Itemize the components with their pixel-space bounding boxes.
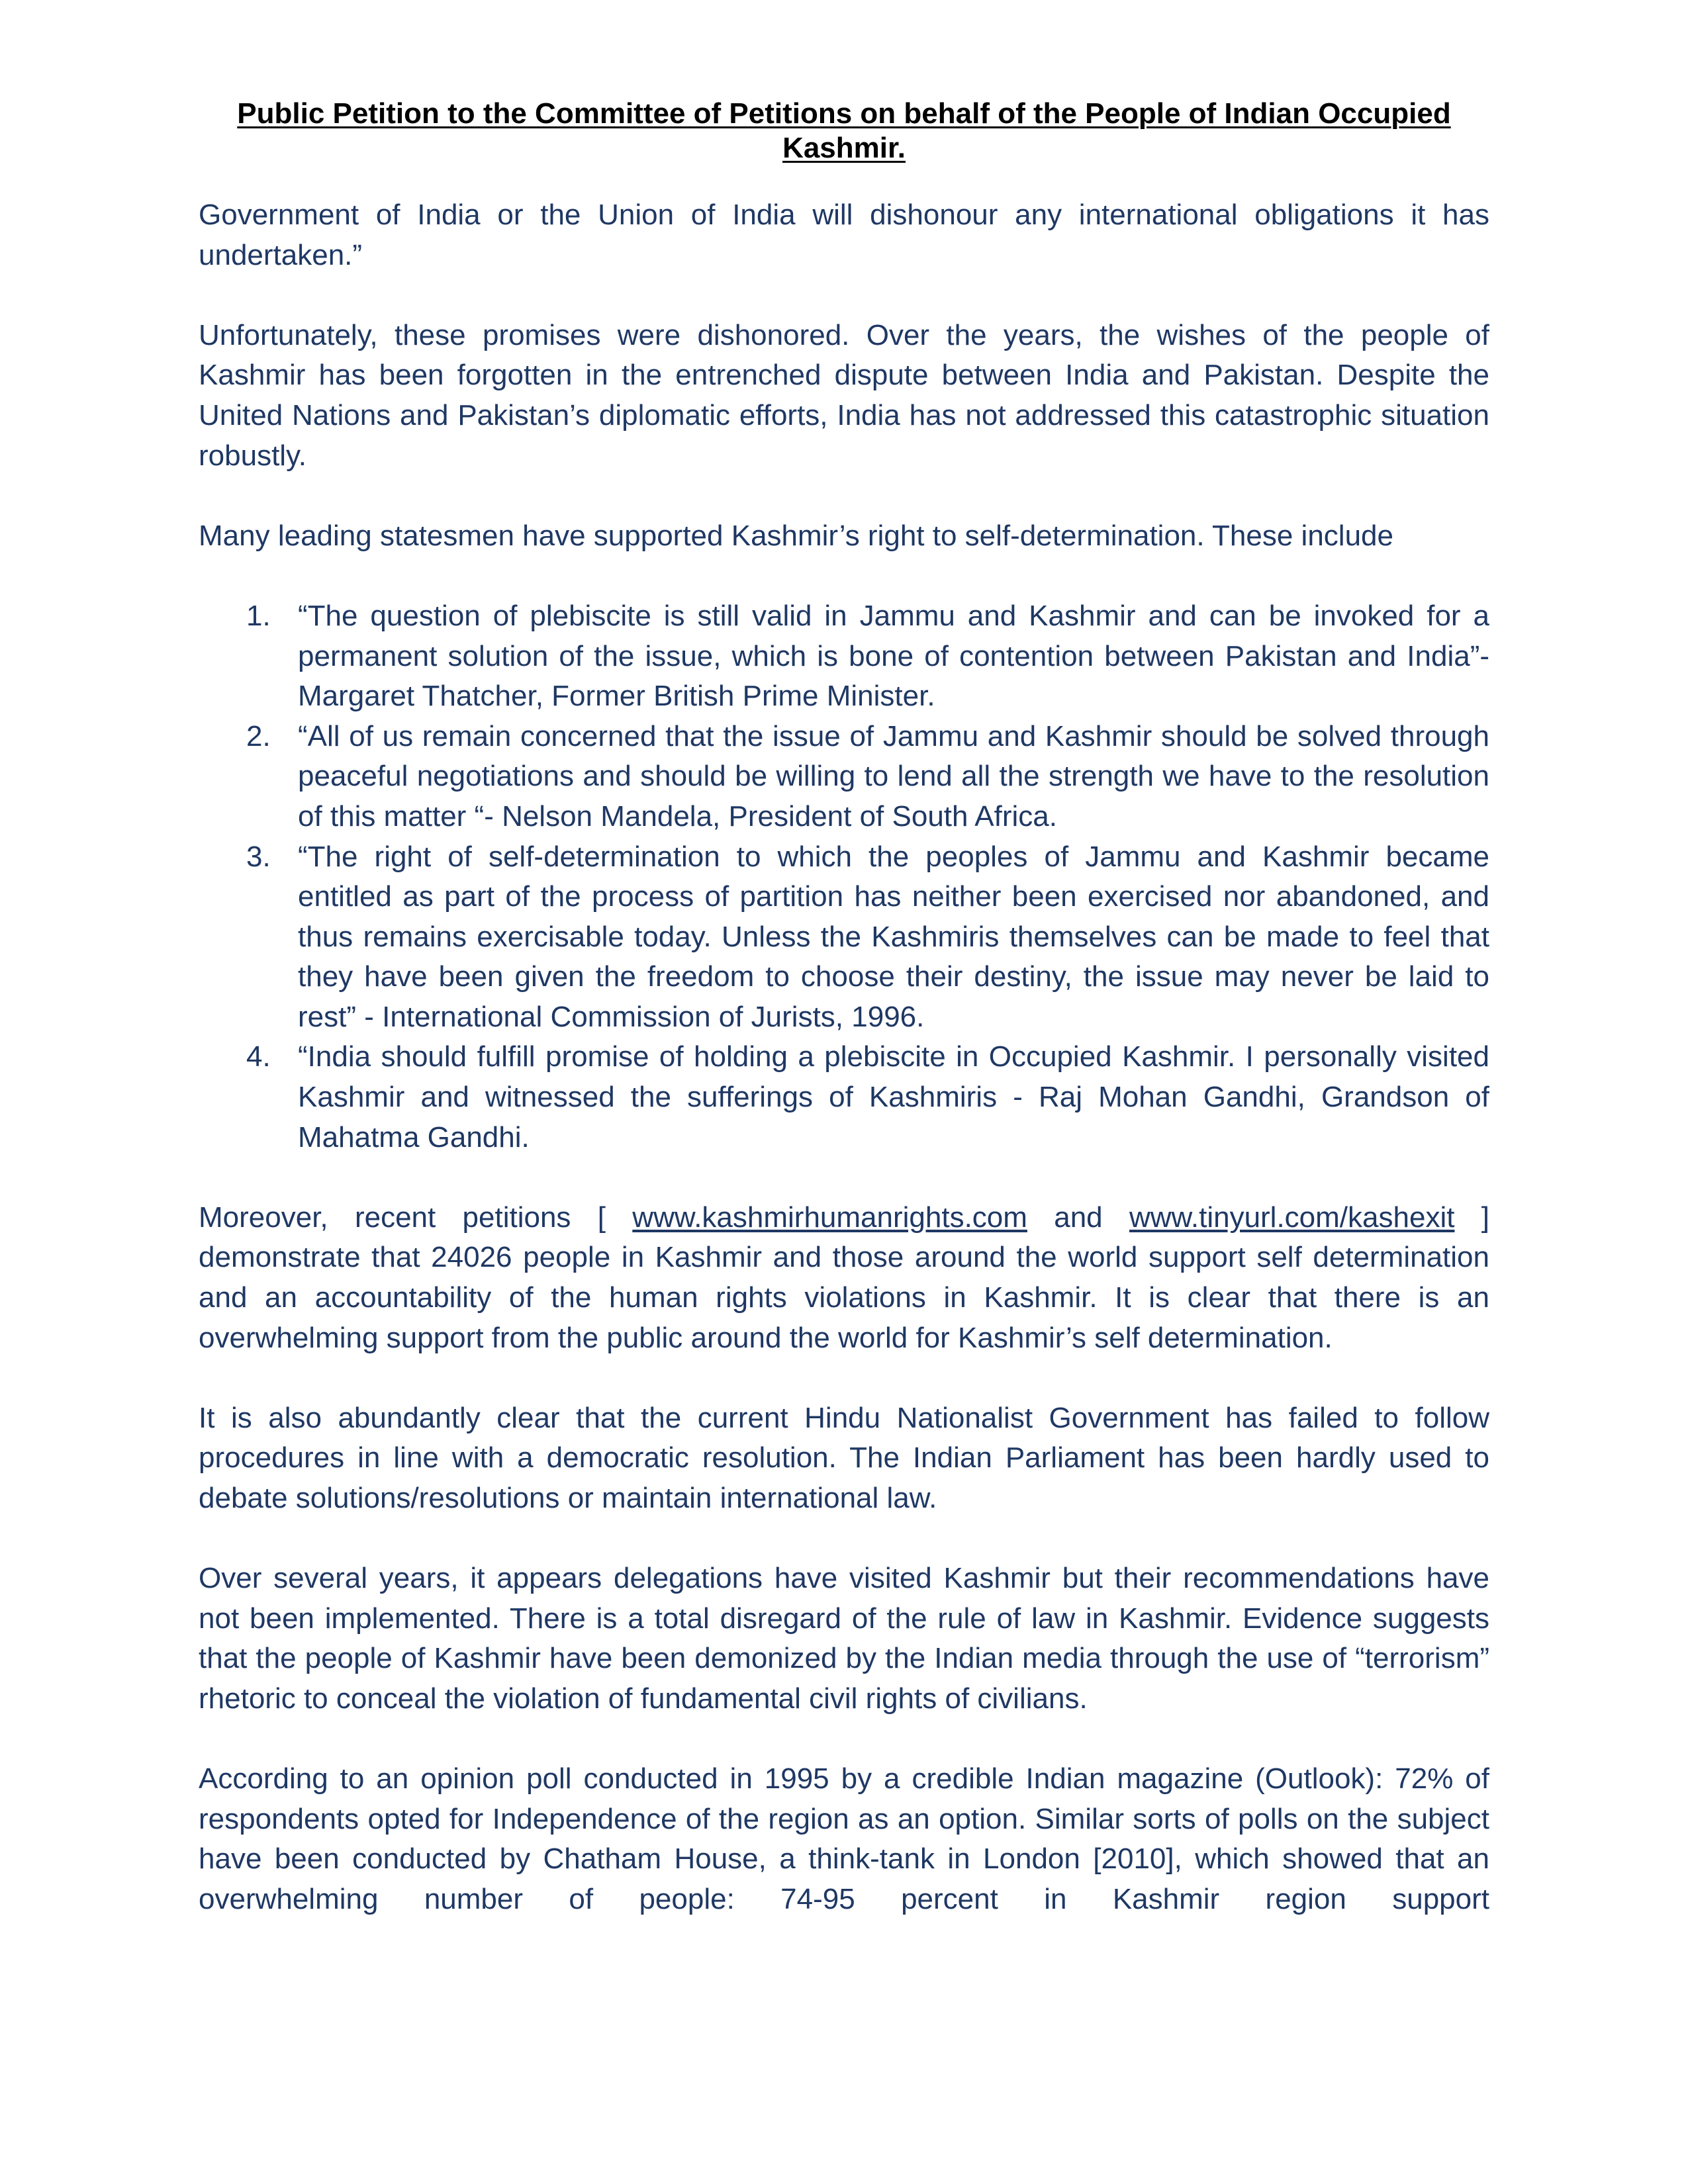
quote-item-4 bbox=[199, 1037, 1489, 1158]
quote-number: 3. bbox=[246, 840, 271, 873]
paragraph-petitions bbox=[199, 1198, 1489, 1358]
petitions-lead: Moreover, recent petitions [ bbox=[199, 1201, 633, 1234]
quote-item-2 bbox=[199, 717, 1489, 837]
paragraph-opinion-poll: According to an opinion poll conducted in 1995 by a credible Indian magazine (Outlook): 72% of respondents opted for Independence of the region as an option. Similar sorts of polls on the subject have been conducted by Chatham House, a think-tank in London [2010], which showed that an overwhelming number of people: 74-95 percent in Kashmir region support bbox=[199, 1762, 1489, 1915]
paragraph-hindu-nationalist-government: It is also abundantly clear that the current Hindu Nationalist Government has failed to follow procedures in line with a democratic resolution. The Indian Parliament has been hardly used to debate solutions/resolutions or maintain international law. bbox=[199, 1401, 1489, 1514]
quote-number: 4. bbox=[246, 1040, 271, 1073]
quote-text: “India should fulfill promise of holding a plebiscite in Occupied Kashmir. I personally visited Kashmir and witnessed the sufferings of Kashmiris - Raj Mohan Gandhi, Grandson of Mahatma Gandhi. bbox=[298, 1040, 1489, 1154]
quote-text: “All of us remain concerned that the issue of Jammu and Kashmir should be solved through peaceful negotiations and should be willing to lend all the strength we have to the resolution of this matter “- Nelson Mandela, President of South Africa. bbox=[298, 719, 1489, 833]
quote-number: 1. bbox=[246, 599, 271, 632]
petitions-and: and bbox=[1027, 1201, 1129, 1234]
quote-item-1 bbox=[199, 596, 1489, 717]
document-title: Public Petition to the Committee of Petitions on behalf of the People of Indian Occupied Kashmir. bbox=[237, 97, 1451, 164]
petitions-rest: ] demonstrate that 24026 people in Kashmir and those around the world support self determination and an accountability of the human rights violations in Kashmir. It is clear that there is an overwhelming support from the public around the world for Kashmir’s self determination. bbox=[199, 1201, 1489, 1354]
link-kashmirhumanrights[interactable]: www.kashmirhumanrights.com bbox=[632, 1201, 1027, 1234]
quote-number: 2. bbox=[246, 719, 271, 752]
quote-text: “The question of plebiscite is still valid in Jammu and Kashmir and can be invoked for a permanent solution of the issue, which is bone of contention between Pakistan and India”- Margaret Thatcher, Former British Prime Minister. bbox=[298, 599, 1489, 713]
paragraph-statesmen-intro: Many leading statesmen have supported Kashmir’s right to self-determination. These include bbox=[199, 519, 1393, 552]
paragraph-obligations: Government of India or the Union of India will dishonour any international obligations it has undertaken.” bbox=[199, 199, 1489, 271]
quote-item-3 bbox=[199, 837, 1489, 1038]
paragraph-delegations: Over several years, it appears delegations have visited Kashmir but their recommendations have not been implemented. There is a total disregard of the rule of law in Kashmir. Evidence suggests that the people of Kashmir have been demonized by the Indian media through the use of “terrorism” rhetoric to conceal the violation of fundamental civil rights of civilians. bbox=[199, 1562, 1489, 1715]
quote-text: “The right of self-determination to which the peoples of Jammu and Kashmir became entitled as part of the process of partition has neither been exercised nor abandoned, and thus remains exercisable today. Unless the Kashmiris themselves can be made to feel that they have been given the freedom to choose their destiny, the issue may never be laid to rest” - International Commission of Jurists, 1996. bbox=[298, 840, 1489, 1033]
document-body bbox=[199, 195, 1489, 1920]
paragraph-promises-dishonored: Unfortunately, these promises were dishonored. Over the years, the wishes of the people of Kashmir has been forgotten in the entrenched dispute between India and Pakistan. Despite the United Nations and Pakistan’s diplomatic efforts, India has not addressed this catastrophic situation robustly. bbox=[199, 318, 1489, 472]
link-tinyurl-kashexit[interactable]: www.tinyurl.com/kashexit bbox=[1129, 1201, 1455, 1234]
quote-list bbox=[199, 596, 1489, 1158]
